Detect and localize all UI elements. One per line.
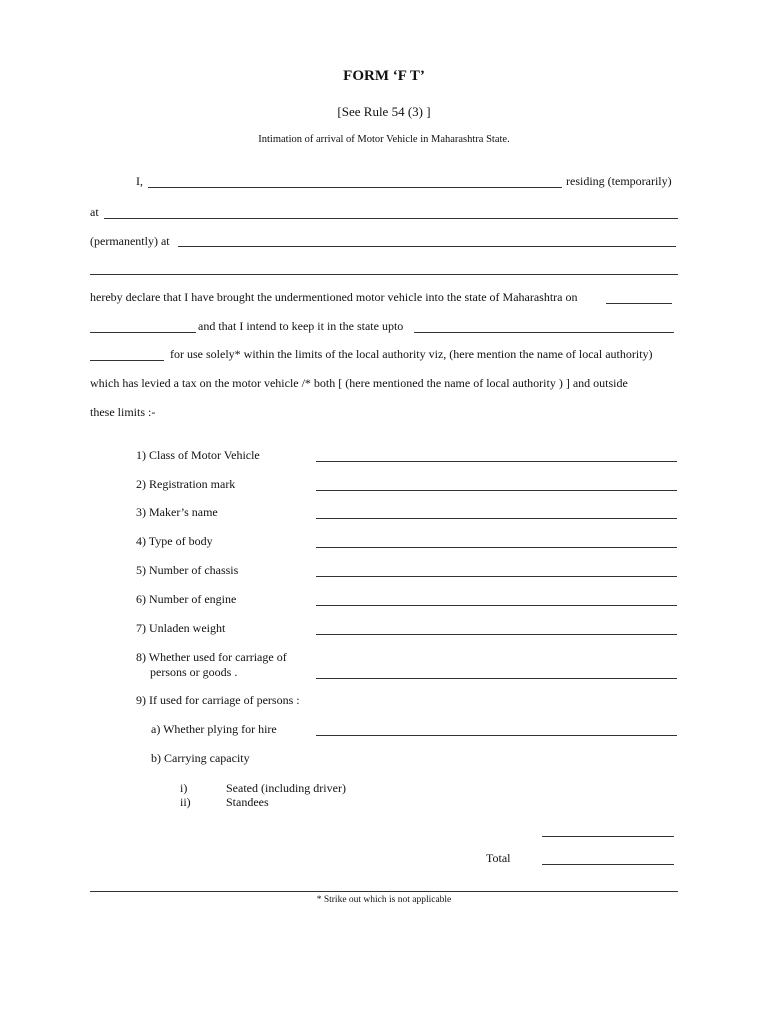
seated-label: Seated (including driver) <box>226 781 346 795</box>
registration-mark-blank <box>316 490 677 491</box>
item-chassis-number: 5) Number of chassis <box>136 563 239 577</box>
type-of-body-blank <box>316 547 677 548</box>
item-carrying-capacity: b) Carrying capacity <box>151 751 250 765</box>
item-carriage-of-persons: 9) If used for carriage of persons : <box>136 693 300 707</box>
total-blank <box>542 864 674 865</box>
engine-number-blank <box>316 605 677 606</box>
item-carriage-use: 8) Whether used for carriage of <box>136 650 287 664</box>
declaration-text-line: hereby declare that I have brought the undermentioned motor vehicle into the state of Maharashtra on <box>90 290 578 304</box>
permanent-address-blank <box>178 246 676 247</box>
declarant-name-blank <box>148 187 562 188</box>
at-label: at <box>90 205 99 219</box>
chassis-number-blank <box>316 576 677 577</box>
plying-for-hire-blank <box>316 735 677 736</box>
item-engine-number: 6) Number of engine <box>136 592 237 606</box>
intimation-heading: Intimation of arrival of Motor Vehicle in Maharashtra State. <box>258 134 510 145</box>
unladen-weight-blank <box>316 634 677 635</box>
total-label: Total <box>486 851 511 865</box>
carriage-use-blank <box>316 678 677 679</box>
item-unladen-weight: 7) Unladen weight <box>136 621 226 635</box>
temporary-address-blank <box>104 218 678 219</box>
arrival-date-blank <box>606 303 672 304</box>
local-authority-text: for use solely* within the limits of the local authority viz, (here mention the name of local authority) <box>170 347 653 361</box>
footnote-separator <box>90 891 678 892</box>
keep-upto-text: and that I intend to keep it in the state upto <box>198 319 404 333</box>
item-registration-mark: 2) Registration mark <box>136 477 236 491</box>
residing-temporarily-label: residing (temporarily) <box>566 174 672 188</box>
arrival-date-continuation-blank <box>90 332 196 333</box>
permanently-at-label: (permanently) at <box>90 234 170 248</box>
standees-label: Standees <box>226 795 269 809</box>
makers-name-blank <box>316 518 677 519</box>
keep-upto-date-blank <box>414 332 674 333</box>
item-carriage-use-continuation: persons or goods . <box>150 665 238 679</box>
item-type-of-body: 4) Type of body <box>136 534 213 548</box>
declarant-prefix: I, <box>136 174 143 188</box>
subtotal-blank <box>542 836 674 837</box>
rule-reference: [See Rule 54 (3) ] <box>337 104 431 119</box>
period-continuation-blank <box>90 360 164 361</box>
roman-ii-label: ii) <box>180 795 191 809</box>
class-of-vehicle-blank <box>316 461 677 462</box>
footnote: * Strike out which is not applicable <box>316 895 452 905</box>
item-makers-name: 3) Maker’s name <box>136 505 218 519</box>
address-continuation-blank <box>90 274 678 275</box>
these-limits-text: these limits :- <box>90 405 156 419</box>
roman-i-label: i) <box>180 781 188 795</box>
item-plying-for-hire: a) Whether plying for hire <box>151 722 277 736</box>
form-title: FORM ‘F T’ <box>343 68 425 84</box>
tax-levied-text: which has levied a tax on the motor vehicle /* both [ (here mentioned the name of local authority ) ] and outside <box>90 376 628 390</box>
item-class-of-vehicle: 1) Class of Motor Vehicle <box>136 448 260 462</box>
